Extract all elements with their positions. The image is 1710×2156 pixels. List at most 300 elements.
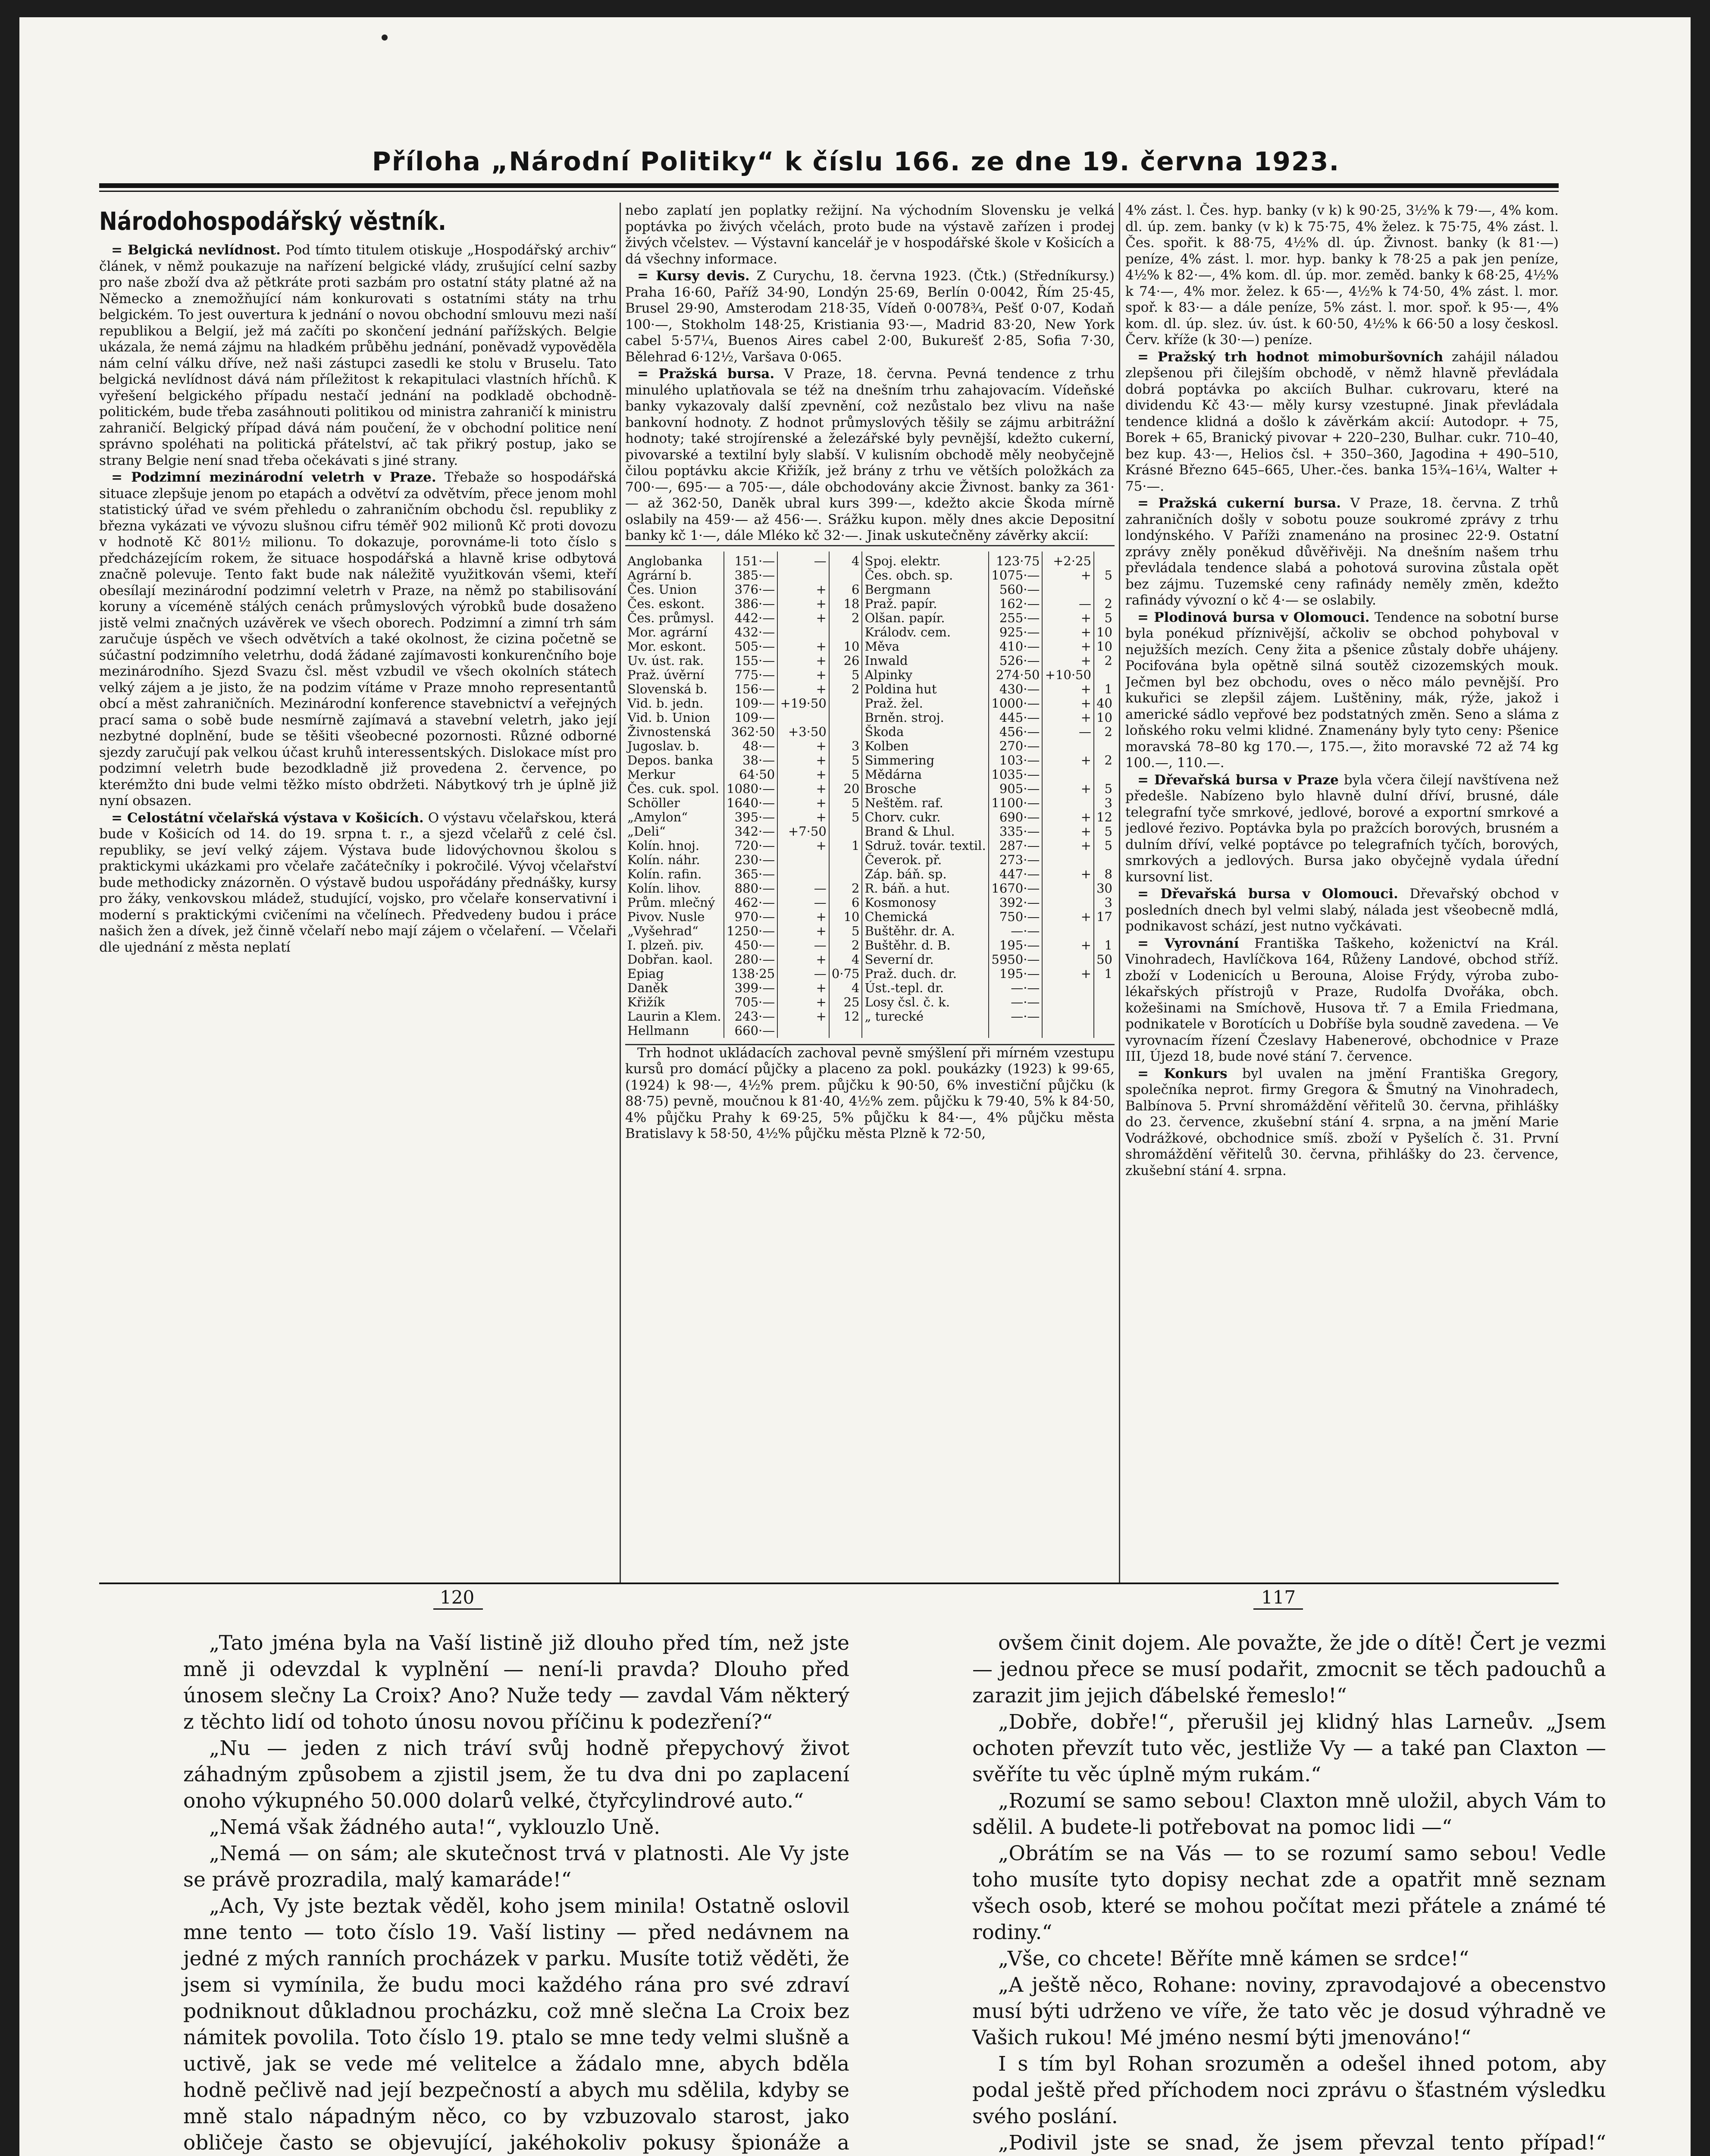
quote-value-cell: 5950·— xyxy=(989,953,1042,967)
quote-name-cell: Praž. žel. xyxy=(862,696,989,711)
article-heading: = Pražský trh hodnot mimoburšovních xyxy=(1137,349,1444,365)
quote-value-cell: + xyxy=(777,753,829,768)
quote-value-cell: 12 xyxy=(1096,809,1112,824)
quote-value-cell: 3 xyxy=(1104,795,1112,810)
quote-value-cell: 5 xyxy=(1104,567,1112,583)
quote-value-cell: — xyxy=(777,896,829,910)
quote-value-cell: 155·— xyxy=(724,654,777,668)
quote-name-cell: Praž. duch. dr. xyxy=(862,967,989,981)
quote-value-cell: + xyxy=(777,768,829,782)
quote-value-cell: 2 xyxy=(829,881,862,896)
quote-value-cell xyxy=(1042,953,1094,967)
quote-value-cell: 50 xyxy=(1096,952,1112,967)
table-row xyxy=(625,696,1115,711)
table-row xyxy=(625,583,1115,597)
quote-value-cell: 462·— xyxy=(724,896,777,910)
quote-value-cell: 26 xyxy=(829,654,862,668)
quote-name-cell: Poldina hut xyxy=(862,682,989,696)
table-row xyxy=(625,568,1115,583)
quote-name-cell: Chorv. cukr. xyxy=(862,810,989,824)
book-paragraph: „Ach, Vy jste beztak věděl, koho jsem minila! Ostatně oslovil mne tento — toto číslo 19. Vaší listiny — před nedávnem na jedné z mých ranních procházek v parku. Musíte totiž věděti, že jsem si vymínila, že budu moci každého rána pro své zdraví podniknout důkladnou procházku, což mně slečna La Croix bez námitek povolila. Toto číslo 19. ptalo se mne tedy velmi slušně a uctivě, jak se vede mé velitelce a žádalo mne, abych bděla hodně pečlivě nad její bezpečností a abych mu sdělila, kdyby se mně stalo nápadným něco, co by vzbuzovalo starost, jako obličeje často se objevující, jakéhokoliv pokusy špionáže a xyxy=(183,1894,849,2155)
section-title: Národohospodářský věstník. xyxy=(99,207,447,236)
quote-value-cell: 432·— xyxy=(724,625,777,639)
quote-value-cell: 4 xyxy=(829,981,862,995)
quote-name-cell: Kolín. hnoj. xyxy=(625,839,724,853)
quote-value-cell: 2 xyxy=(829,682,862,696)
quote-name-cell: Škoda xyxy=(862,725,989,739)
quote-value-cell: 5 xyxy=(829,796,862,810)
quote-value-cell: 447·— xyxy=(989,867,1042,881)
quote-name-cell: Kolín. lihov. xyxy=(625,881,724,896)
quote-value-cell: 690·— xyxy=(989,810,1042,824)
article-heading: = Pražská bursa. xyxy=(637,366,775,382)
quote-value-cell: 660·— xyxy=(724,1024,777,1038)
ink-speck xyxy=(382,34,388,41)
quote-value-cell: — xyxy=(1042,725,1094,739)
table-row xyxy=(625,711,1115,725)
quote-name-cell: Bergmann xyxy=(862,583,989,597)
article-heading: = Dřevařská bursa v Praze xyxy=(1137,772,1339,788)
quote-value-cell: +2·25 xyxy=(1042,552,1094,568)
quote-value-cell: 6 xyxy=(829,896,862,910)
quote-value-cell: + xyxy=(777,910,829,924)
quote-value-cell xyxy=(1042,768,1094,782)
quote-name-cell: Brněn. stroj. xyxy=(862,711,989,725)
quote-name-cell xyxy=(862,1024,989,1038)
quote-value-cell: 10 xyxy=(829,639,862,654)
quote-value-cell: 1640·— xyxy=(724,796,777,810)
article-paragraph xyxy=(625,268,1115,365)
quote-value-cell: 1 xyxy=(1104,681,1112,696)
quote-value-cell: 274·50 xyxy=(989,668,1042,682)
quote-name-cell: Daněk xyxy=(625,981,724,995)
quote-value-cell xyxy=(1042,995,1094,1009)
bond-market-text: Trh hodnot ukládacích zachoval pevně smýšlení při mírném vzestupu kursů pro domácí půjčky a placeno za pokl. poukázky (1923) k 99·65, (1924) k 98·—, 4½% prem. půjčku k 90·50, 6% investiční půjčku (k 88·75) pevně, moučnou k 81·40, 4½% zem. půjčku k 79·40, 5% k 84·50, 4% půjčku Prahy k 69·25, 5% půjčku k 84·—, 4% půjčku města Bratislavy k 58·50, 4½% půjčku města Plzně k 72·50, xyxy=(625,1045,1115,1141)
quote-value-cell: + xyxy=(777,995,829,1009)
article-text: nebo zaplatí jen poplatky režijní. Na východním Slovensku je velká poptávka po živých včelách, proto bude na výstavě zařízen i prodej živých včelstev. — Výstavní kancelář je v hospodářské škole v Košicích a dá všechny informace. xyxy=(625,203,1115,267)
column-separator xyxy=(1119,203,1120,1583)
table-row xyxy=(625,910,1115,924)
quote-value-cell xyxy=(1042,796,1094,810)
quote-value-cell: + xyxy=(777,1009,829,1024)
quote-value-cell: 10 xyxy=(1096,624,1112,639)
quote-value-cell: 450·— xyxy=(724,938,777,953)
quote-name-cell: Záp. báň. sp. xyxy=(862,867,989,881)
quote-name-cell: Dobřan. kaol. xyxy=(625,953,724,967)
quote-value-cell: 705·— xyxy=(724,995,777,1009)
table-row xyxy=(625,938,1115,953)
column-1-articles xyxy=(99,242,617,956)
page-header: Příloha „Národní Politiky“ k číslu 166. ze dne 19. června 1923. xyxy=(372,147,1340,177)
quote-name-cell: Anglobanka xyxy=(625,552,724,568)
quote-value-cell: 3 xyxy=(1104,895,1112,910)
quote-value-cell: 5 xyxy=(1104,610,1112,625)
quote-value-cell: 376·— xyxy=(724,583,777,597)
table-row xyxy=(625,552,1115,568)
quote-value-cell xyxy=(777,853,829,867)
table-row xyxy=(625,896,1115,910)
table-row xyxy=(625,853,1115,867)
table-row xyxy=(625,796,1115,810)
quote-name-cell: Mědárna xyxy=(862,768,989,782)
quote-value-cell xyxy=(1042,739,1094,753)
quote-value-cell: + xyxy=(1042,910,1094,924)
article-paragraph xyxy=(1125,936,1559,1065)
quote-value-cell: 230·— xyxy=(724,853,777,867)
quote-value-cell: — xyxy=(1042,597,1094,611)
quote-value-cell: + xyxy=(777,782,829,796)
quote-name-cell: Spoj. elektr. xyxy=(862,552,989,568)
quote-value-cell xyxy=(1042,1024,1094,1038)
quote-name-cell: Čeverok. př. xyxy=(862,853,989,867)
article-heading: = Pražská cukerní bursa. xyxy=(1137,495,1341,511)
quote-value-cell: 195·— xyxy=(989,938,1042,953)
quote-name-cell: Kolín. náhr. xyxy=(625,853,724,867)
quote-value-cell: 40 xyxy=(1096,696,1112,711)
quote-value-cell: 335·— xyxy=(989,824,1042,839)
table-row xyxy=(625,782,1115,796)
quote-name-cell: R. báň. a hut. xyxy=(862,881,989,896)
quote-value-cell: 10 xyxy=(829,910,862,924)
quote-value-cell: + xyxy=(777,810,829,824)
quote-value-cell: 162·— xyxy=(989,597,1042,611)
quote-value-cell: + xyxy=(777,639,829,654)
quote-value-cell: + xyxy=(1042,867,1094,881)
quote-value-cell xyxy=(1042,896,1094,910)
quote-value-cell xyxy=(777,568,829,583)
article-text: zahájil náladou zlepšenou při čilejším obchodě, v němž hlavně převládala dobrá poptávka po akciích Bulhar. cukrovaru, které na dividendu Kč 43·— měly kursy vzestupné. Jinak převládala tendence klidná a došlo k závěrkám akcií: Autodopr. + 75, Borek + 65, Branický pivovar + 220–230, Bulhar. cukr. 710–40, bez kup. 43·—, Helios čsl. + 350–360, Jagodina + 490–510, Krásné Březno 645–665, Uher.-čes. banka 15¾–16¼, Walter + 75·—. xyxy=(1125,349,1559,494)
quote-name-cell: Měva xyxy=(862,639,989,654)
quote-value-cell xyxy=(829,725,862,739)
quote-value-cell: —·— xyxy=(989,924,1042,938)
quote-value-cell: 925·— xyxy=(989,625,1042,639)
quote-value-cell xyxy=(1094,924,1115,938)
quote-value-cell xyxy=(829,1024,862,1038)
quote-value-cell: 1100·— xyxy=(989,796,1042,810)
header-rule-thick xyxy=(99,183,1559,188)
quote-name-cell: Úst.-tepl. dr. xyxy=(862,981,989,995)
table-row xyxy=(625,739,1115,753)
quote-value-cell: 2 xyxy=(829,938,862,953)
book-paragraph: „Podivil jste se snad, že jsem převzal tento případ!“ xyxy=(998,2131,1606,2155)
quote-name-cell: Mor. eskont. xyxy=(625,639,724,654)
quote-name-cell: Čes. eskont. xyxy=(625,597,724,611)
quote-value-cell: 445·— xyxy=(989,711,1042,725)
quote-value-cell: 1250·— xyxy=(724,924,777,938)
table-row xyxy=(625,768,1115,782)
quote-name-cell: Mor. agrární xyxy=(625,625,724,639)
quote-name-cell: Severní dr. xyxy=(862,953,989,967)
quote-value-cell: 1670·— xyxy=(989,881,1042,896)
quote-value-cell: +19·50 xyxy=(777,696,829,711)
quote-value-cell xyxy=(1042,981,1094,995)
quote-value-cell: 5 xyxy=(1104,781,1112,796)
table-row xyxy=(625,839,1115,853)
quote-name-cell: Praž. papír. xyxy=(862,597,989,611)
quote-name-cell: Uv. úst. rak. xyxy=(625,654,724,668)
quote-name-cell: Agrární b. xyxy=(625,568,724,583)
article-paragraph xyxy=(1125,203,1559,348)
quote-value-cell: 4 xyxy=(829,953,862,967)
article-text: Z Curychu, 18. června 1923. (Čtk.) (Středníkursy.) Praha 16·60, Paříž 34·90, Londýn 25·69, Berlín 0·0042, Řím 25·45, Brusel 29·90, Amsterodam 218·35, Vídeň 0·0078¾, Pešť 0·07, Kodaň 100·—, Stokholm 148·25, Kristiania 93·—, Madrid 83·20, New York cabel 5·57¼, Buenos Aires cabel 2·00, Bukurešť 2·85, Sofia 7·30, Bělehrad 6·12½, Varšava 0·065. xyxy=(625,268,1115,365)
article-text: Pod tímto titulem otiskuje „Hospodářský archiv“ článek, v němž poukazuje na nařízení belgické vlády, zrušující celní sazby pro naše zboží dva až pětkráte proti sazbám pro ostatní státy platné až na Německo a znemožňující nám konkurovati s ostatními státy na trhu belgickém. To jest ouvertura k jednání o novou obchodní smlouvu mezi naší republikou a Belgií, jež má začíti po skončení jednání pařížských. Belgie ukázala, že nemá zájmu na hladkém průběhu jednání, poněvadž vypověděla nám celní válku dříve, než naši zástupci zasedli ke stolu v Bruselu. Tato belgická nevlídnost dává nám příležitost k rekapitulaci vlastních hříchů. K vyřešení belgického případu nestačí jednání na podkladě obchodně-politickém, bude třeba zasáhnouti politikou od ministra zahraničí k ministru zahraničí. Belgický případ dává nám poučení, že v obchodní politice není správno spoléhati na politická přátelství, ač tak přikrý postup, jako se strany Belgie není snad třeba očekávati s jiné strany. xyxy=(99,242,617,468)
quote-name-cell: „Deli“ xyxy=(625,824,724,839)
quote-value-cell: 243·— xyxy=(724,1009,777,1024)
quote-name-cell: Hellmann xyxy=(625,1024,724,1038)
quote-value-cell: 5 xyxy=(829,753,862,768)
quote-name-cell: Kosmonosy xyxy=(862,896,989,910)
book-paragraph: „Obrátím se na Vás — to se rozumí samo sebou! Vedle toho musíte tyto dopisy nechat zde a opatřit mně seznam všech osob, které se mohou počítat mezi přátele a známé té rodiny.“ xyxy=(972,1842,1606,1944)
quote-value-cell xyxy=(777,711,829,725)
quote-value-cell: — xyxy=(777,938,829,953)
table-row xyxy=(625,625,1115,639)
quote-value-cell: + xyxy=(777,953,829,967)
article-text: V Praze, 18. června. Z trhů zahraničních došly v sobotu pouze soukromé zprávy z trhu londýnského. V Paříži znamenáno na prosinec 22·9. Ostatní zprávy zněly poněkud důvěřivěji. Na dnešním našem trhu převládala tendence slabá a pohotová surovina zůstala opět bez zájmu. Tuzemské ceny rafinády neměly změn, kdežto rafinády vývozní o kč 4·— se oslabily. xyxy=(1125,495,1559,608)
quote-name-cell: Depos. banka xyxy=(625,753,724,768)
quote-value-cell: + xyxy=(1042,711,1094,725)
quote-value-cell: + xyxy=(1042,639,1094,654)
article-paragraph xyxy=(99,470,617,809)
book-paragraph: „Nemá — on sám; ale skutečnost trvá v platnosti. Ale Vy jste se právě prozradila, malý kamaráde!“ xyxy=(183,1842,849,1892)
quote-value-cell xyxy=(1042,583,1094,597)
quote-value-cell: 6 xyxy=(829,583,862,597)
page-number-rule xyxy=(1253,1608,1303,1610)
quote-value-cell: 410·— xyxy=(989,639,1042,654)
article-paragraph xyxy=(1125,886,1559,935)
book-paragraph: ovšem činit dojem. Ale považte, že jde o dítě! Čert je vezmi — jednou přece se musí podařit, zmocnit se těch padouchů a zarazit jim jejich ďábelské řemeslo!“ xyxy=(972,1631,1606,1708)
book-paragraph: I s tím byl Rohan srozuměn a odešel ihned potom, aby podal ještě před příchodem noci zprávu o šťastném výsledku svého poslání. xyxy=(972,2052,1606,2128)
quote-value-cell xyxy=(989,1024,1042,1038)
quote-value-cell: + xyxy=(777,597,829,611)
quote-value-cell: 1 xyxy=(1104,937,1112,953)
article-text: byl uvalen na jmění Františka Gregory, společníka neprot. firmy Gregora & Šmutný na Vinohradech, Balbínova 5. První shromáždění věřitelů 30. června, přihlášky do 23. července, zkušební stání 4. srpna, a na jmění Marie Vodrážkové, obchodnice smíš. zboží v Pyšelích č. 31. První shromáždění věřitelů 30. června, přihlášky do 23. července, zkušební stání 4. srpna. xyxy=(1125,1065,1559,1178)
quote-value-cell: + xyxy=(777,682,829,696)
article-text: byla včera čilejí navštívena než předešle. Nabízeno bylo hlavně dulní dříví, brusné, dále telegrafní tyče smrkové, jedlové, borové a exportní smrkové a jedlové řezivo. Poptávka byla po pražcích borových, brusném a dulním dříví, velké poptávce po telegrafních tyčích, borových, smrkových a jedlových. Bursa jako obyčejně vydala úřední kursovní list. xyxy=(1125,772,1559,885)
quote-value-cell: 395·— xyxy=(724,810,777,824)
book-page-number-left: 120 xyxy=(440,1587,475,1608)
quote-name-cell: Simmering xyxy=(862,753,989,768)
quote-value-cell xyxy=(777,625,829,639)
quote-value-cell xyxy=(829,568,862,583)
quote-name-cell: Olšan. papír. xyxy=(862,611,989,625)
quote-value-cell: 151·— xyxy=(724,552,777,568)
article-heading: = Kursy devis. xyxy=(637,268,750,284)
quote-value-cell: 17 xyxy=(1096,909,1112,924)
quote-value-cell xyxy=(1042,853,1094,867)
page-number-rule xyxy=(433,1608,483,1610)
article-paragraph xyxy=(1125,1066,1559,1179)
quote-value-cell: 365·— xyxy=(724,867,777,881)
quote-value-cell: + xyxy=(777,739,829,753)
quote-value-cell: 48·— xyxy=(724,739,777,753)
quote-value-cell: 1 xyxy=(829,839,862,853)
quote-value-cell xyxy=(829,625,862,639)
quote-value-cell: 270·— xyxy=(989,739,1042,753)
quote-value-cell: 10 xyxy=(1096,710,1112,725)
quote-value-cell: 1075·— xyxy=(989,568,1042,583)
quote-value-cell: 342·— xyxy=(724,824,777,839)
quote-value-cell: 775·— xyxy=(724,668,777,682)
quote-value-cell xyxy=(1094,853,1115,867)
quote-name-cell: Králodv. cem. xyxy=(862,625,989,639)
table-row xyxy=(625,995,1115,1009)
quote-value-cell: + xyxy=(777,654,829,668)
quote-value-cell: 750·— xyxy=(989,910,1042,924)
quote-value-cell: 64·50 xyxy=(724,768,777,782)
article-heading: = Podzimní mezinárodní veletrh v Praze. xyxy=(111,470,436,485)
quote-value-cell: 5 xyxy=(829,668,862,682)
quote-name-cell: Čes. obch. sp. xyxy=(862,568,989,583)
quote-value-cell xyxy=(777,1024,829,1038)
quote-value-cell: 880·— xyxy=(724,881,777,896)
quote-value-cell xyxy=(1094,583,1115,597)
book-page-number-right: 117 xyxy=(1261,1587,1296,1608)
quote-value-cell: 103·— xyxy=(989,753,1042,768)
quote-value-cell: 287·— xyxy=(989,839,1042,853)
quote-value-cell: 1035·— xyxy=(989,768,1042,782)
quote-name-cell: Epiag xyxy=(625,967,724,981)
table-row xyxy=(625,597,1115,611)
quote-value-cell: + xyxy=(1042,682,1094,696)
quote-value-cell: 2 xyxy=(1104,752,1112,768)
book-paragraph: „Rozumí se samo sebou! Claxton mně uložil, abych Vám to sdělil. A budete-li potřebovat na pomoc lidi —“ xyxy=(972,1789,1606,1839)
column-separator xyxy=(620,203,621,1583)
article-paragraph xyxy=(1125,349,1559,495)
table-row xyxy=(625,753,1115,768)
quote-name-cell: „Amylon“ xyxy=(625,810,724,824)
quote-value-cell: 4 xyxy=(829,552,862,568)
article-text: Františka Taškeho, koženictví na Král. Vinohradech, Havlíčkova 164, Růženy Landové, obchod stříž. zboží v Lodenicích u Berouna, Aloise Frýdy, výroba zubolékařských přístrojů v Praze, Rudolfa Dvořáka, obch. kožešinami na Smíchově, Husova tř. 7 a Emila Friedmana, podnikatele v Borotících u Dobříše byla soudně zavedena. — Ve vyrovnacím řízení Čzeslavy Habenerové, obchodnice v Praze III, Újezd 18, bude nové stání 7. července. xyxy=(1125,935,1559,1064)
quote-value-cell: + xyxy=(1042,568,1094,583)
article-paragraph xyxy=(99,810,617,956)
quote-value-cell: + xyxy=(1042,938,1094,953)
quote-value-cell: + xyxy=(777,839,829,853)
quote-value-cell: + xyxy=(1042,696,1094,711)
quote-value-cell xyxy=(1042,1009,1094,1024)
quote-name-cell: Kolín. rafin. xyxy=(625,867,724,881)
quote-name-cell: „Vyšehrad“ xyxy=(625,924,724,938)
quote-value-cell: + xyxy=(777,668,829,682)
quote-value-cell: + xyxy=(777,924,829,938)
quote-value-cell: 2 xyxy=(1104,653,1112,668)
quote-name-cell: Merkur xyxy=(625,768,724,782)
quote-name-cell: Alpinky xyxy=(862,668,989,682)
article-heading: = Celostátní včelařská výstava v Košicích. xyxy=(111,810,424,826)
quote-value-cell: + xyxy=(1042,839,1094,853)
article-paragraph xyxy=(1125,495,1559,609)
quote-name-cell: Neštěm. raf. xyxy=(862,796,989,810)
quote-value-cell: 905·— xyxy=(989,782,1042,796)
quote-value-cell: 18 xyxy=(829,597,862,611)
quote-value-cell: 1000·— xyxy=(989,696,1042,711)
newspaper-page xyxy=(19,17,1691,2156)
header-rule-thin xyxy=(99,191,1559,192)
quote-value-cell xyxy=(1094,981,1115,995)
quote-value-cell xyxy=(829,696,862,711)
quote-value-cell: 5 xyxy=(1104,824,1112,839)
quote-value-cell xyxy=(1094,1024,1115,1038)
quote-value-cell: 109·— xyxy=(724,711,777,725)
quote-name-cell: Vid. b. Union xyxy=(625,711,724,725)
quote-name-cell: Křižík xyxy=(625,995,724,1009)
quote-value-cell xyxy=(1094,739,1115,753)
quote-value-cell: + xyxy=(777,611,829,625)
table-row xyxy=(625,924,1115,938)
column-1 xyxy=(99,203,617,1580)
table-row xyxy=(625,824,1115,839)
quote-name-cell: Prům. mlečný xyxy=(625,896,724,910)
table-row xyxy=(625,881,1115,896)
quote-value-cell: 109·— xyxy=(724,696,777,711)
quote-value-cell: 156·— xyxy=(724,682,777,696)
quote-value-cell: 442·— xyxy=(724,611,777,625)
quote-name-cell: Losy čsl. č. k. xyxy=(862,995,989,1009)
quote-value-cell: 0·75 xyxy=(829,967,862,981)
book-paragraph: „Tato jména byla na Vaší listině již dlouho před tím, než jste mně ji odevzdal k vyplnění — není-li pravda? Dlouho před únosem slečny La Croix? Ano? Nuže tedy — zavdal Vám některý z těchto lidí od tohoto únosu novou příčinu k podezření?“ xyxy=(183,1631,849,1734)
article-text: 4% zást. l. Čes. hyp. banky (v k) k 90·25, 3½% k 79·—, 4% kom. dl. úp. zem. banky (v k) k 75·75, 4% želez. k 75·75, 4% zást. l. Čes. spořit. k 88·75, 4½% dl. úp. Živnost. banky (k 81·—) peníze, 4% zást. l. mor. hyp. banky k 78·25 a pak jen peníze, 4½% k 82·—, 4% kom. dl. úp. mor. zeměd. banky k 68·25, 4½% k 74·—, 4% mor. želez. k 65·—, 4½% k 74·50, 4% zást. l. mor. spoř. k 83·— a dále peníze, 5% zást. l. mor. spoř. k 95·—, 4% kom. dl. úp. slez. úv. úst. k 60·50, 4½% k 66·50 a losy českosl. Červ. kříže (k 30·—) peníze. xyxy=(1125,203,1559,348)
quote-value-cell: 399·— xyxy=(724,981,777,995)
table-row xyxy=(625,1009,1115,1024)
quote-value-cell: + xyxy=(1042,654,1094,668)
book-paragraph: „Nu — jeden z nich tráví svůj hodně přepychový život záhadným způsobem a zjistil jsem, že tu dva dni po zaplacení onoho výkupného 50.000 dolarů velké, čtyřcylindrové auto.“ xyxy=(183,1736,849,1813)
book-paragraph: „Dobře, dobře!“, přerušil jej klidný hlas Larneův. „Jsem ochoten převzít tuto věc, jestliže Vy — a také pan Claxton — svěříte tu věc úplně mým rukám.“ xyxy=(972,1710,1606,1786)
stock-quotes-table xyxy=(625,545,1115,1045)
quote-value-cell: 25 xyxy=(829,995,862,1009)
quote-value-cell: + xyxy=(1042,824,1094,839)
quote-value-cell: 273·— xyxy=(989,853,1042,867)
quote-name-cell: Sdruž. továr. textil. xyxy=(862,839,989,853)
quote-value-cell: + xyxy=(1042,625,1094,639)
quote-value-cell: 255·— xyxy=(989,611,1042,625)
quote-value-cell: 2 xyxy=(1104,724,1112,739)
quote-name-cell: I. plzeň. piv. xyxy=(625,938,724,953)
quote-value-cell: + xyxy=(1042,967,1094,981)
table-row xyxy=(625,867,1115,881)
table-row xyxy=(625,611,1115,625)
quote-name-cell: Buštěhr. dr. A. xyxy=(862,924,989,938)
quote-value-cell: 385·— xyxy=(724,568,777,583)
table-row xyxy=(625,682,1115,696)
article-text: O výstavu včelařskou, která bude v Košicích od 14. do 19. srpna t. r., a sjezd včelařů z celé čsl. republiky, se jeví velký zájem. Výstava bude lidovýchovnou školou s praktickymi ukázkami pro včelaře začátečníky i pokročilé. Vývoj včelařství bude methodicky znázorněn. O výstavě budou uspořádány přednášky, kursy pro žáky, venkovskou mládež, studující, vojsko, pro včelaře konservativní i moderní s praktickými cvičeními na včelínech. Předvedeny budou i práce našich žen a dívek, jež činně včelaří nebo mají zájem o včelaření. — Včelaři dle ujednání z města neplatí xyxy=(99,810,617,955)
article-paragraph xyxy=(1125,610,1559,771)
quote-name-cell: Buštěhr. d. B. xyxy=(862,938,989,953)
quote-value-cell: 430·— xyxy=(989,682,1042,696)
column-3 xyxy=(1125,203,1559,1580)
book-page-left xyxy=(183,1630,849,2156)
quote-value-cell: + xyxy=(1042,611,1094,625)
quote-name-cell: Vid. b. jedn. xyxy=(625,696,724,711)
table-row xyxy=(625,654,1115,668)
quote-value-cell: —·— xyxy=(989,1009,1042,1024)
quote-value-cell: 123·75 xyxy=(989,552,1042,568)
table-row xyxy=(625,639,1115,654)
quote-name-cell: Chemická xyxy=(862,910,989,924)
quote-value-cell xyxy=(1094,552,1115,568)
quote-value-cell: 526·— xyxy=(989,654,1042,668)
quote-value-cell: 456·— xyxy=(989,725,1042,739)
quote-value-cell: 280·— xyxy=(724,953,777,967)
quote-value-cell: — xyxy=(777,881,829,896)
quote-value-cell: + xyxy=(1042,782,1094,796)
table-row xyxy=(625,668,1115,682)
column-2-articles xyxy=(625,203,1115,544)
quote-value-cell xyxy=(1094,668,1115,682)
article-text: Dřevařský obchod v posledních dnech byl velmi slabý, nálada jest všeobecně mdlá, podnikavost schází, jest nutno vyčkávati. xyxy=(1125,886,1559,934)
quote-value-cell: + xyxy=(777,796,829,810)
quote-value-cell: +3·50 xyxy=(777,725,829,739)
quote-value-cell: 560·— xyxy=(989,583,1042,597)
column-3-articles xyxy=(1125,203,1559,1179)
